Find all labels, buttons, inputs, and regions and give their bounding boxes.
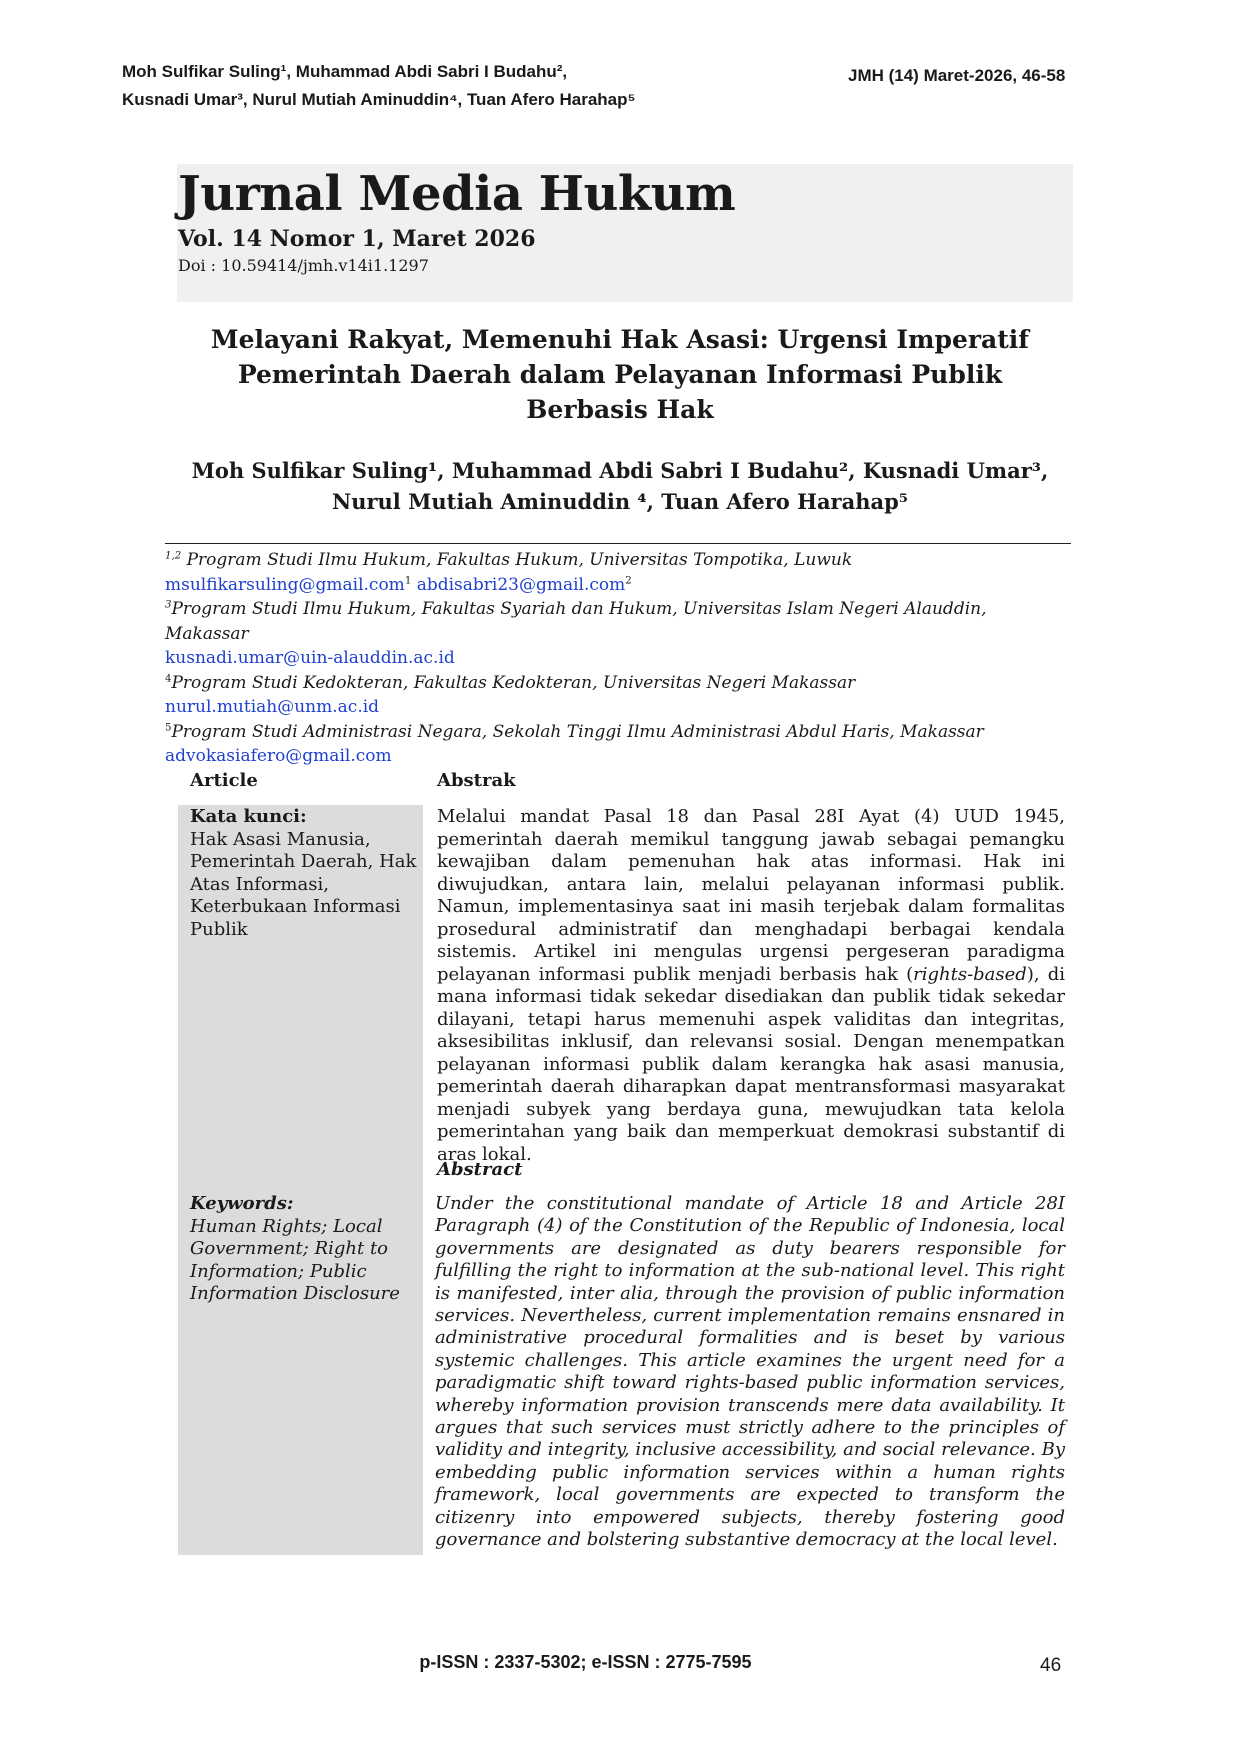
abstrak-body-part1: Melalui mandat Pasal 18 dan Pasal 28I Ayat (4) UUD 1945, pemerintah daerah memikul tanggung jawab sebagai pemangku kewajiban dalam pemenuhan hak atas informasi. Hak ini diwujudkan, antara lain, melalui pelayanan informasi publik. Namun, implementasinya saat ini masih terjebak dalam formalitas prosedural administratif dan menghadapi berbagai kendala sistemis. Artikel ini mengulas urgensi pergeseran paradigma pelayanan informasi publik menjadi berbasis hak ( bbox=[437, 806, 1065, 985]
abstract-body: Under the constitutional mandate of Article 18 and Article 28I Paragraph (4) of the Constitution of the Republic of Indonesia, local governments are designated as duty bearers responsible for fulfilling the right to information at the sub-national level. This right is manifested, inter alia, through the provision of public information services. Nevertheless, current implementation remains ensnared in administrative procedural formalities and is beset by various systemic challenges. This article examines the urgent need for a paradigmatic shift toward rights-based public information services, whereby information provision transcends mere data availability. It argues that such services must strictly adhere to the principles of validity and integrity, inclusive accessibility, and social relevance. By embedding public information services within a human rights framework, local governments are expected to transform the citizenry into empowered subjects, thereby fostering good governance and bolstering substantive democracy at the local level. bbox=[435, 1193, 1065, 1551]
article-authors bbox=[177, 455, 1063, 517]
affiliation-1-2 bbox=[165, 548, 1075, 573]
article-title bbox=[177, 322, 1063, 427]
running-header-authors-line2: Kusnadi Umar³, Nurul Mutiah Aminuddin⁴, Tuan Afero Harahap⁵ bbox=[122, 90, 636, 109]
abstract-heading: Abstract bbox=[437, 1159, 523, 1180]
affiliation-5-marker: 5 bbox=[165, 721, 172, 733]
affiliation-4-text: Program Studi Kedokteran, Fakultas Kedokteran, Universitas Negeri Makassar bbox=[171, 672, 856, 693]
keywords-block bbox=[190, 1193, 418, 1306]
abstrak-body bbox=[437, 806, 1065, 1166]
affiliation-4 bbox=[165, 671, 1075, 696]
email-link-5[interactable]: advokasiafero@gmail.com bbox=[165, 746, 392, 766]
abstrak-body-part2: ), di mana informasi tidak sekedar disediakan dan publik tidak sekedar dilayani, tetapi harus memenuhi aspek validitas dan integritas, aksesibilitas inklusif, dan relevansi sosial. Dengan menempatkan pelayanan informasi publik dalam kerangka hak asasi manusia, pemerintah daerah diharapkan dapat mentransformasi masyarakat menjadi subyek yang berdaya guna, mewujudkan tata kelola pemerintahan yang baik dan memperkuat demokrasi substantif di aras lokal. bbox=[437, 963, 1066, 1165]
kata-kunci-label: Kata kunci: bbox=[190, 806, 307, 827]
affiliation-3 bbox=[165, 597, 1075, 646]
article-authors-line1: Moh Sulfikar Suling¹, Muhammad Abdi Sabri I Budahu², Kusnadi Umar³, bbox=[191, 458, 1049, 483]
running-header-authors bbox=[122, 58, 636, 114]
affiliation-1-2-text: Program Studi Ilmu Hukum, Fakultas Hukum, Universitas Tompotika, Luwuk bbox=[181, 550, 853, 570]
article-title-line3: Berbasis Hak bbox=[526, 395, 714, 424]
affiliation-1-2-marker: 1,2 bbox=[165, 550, 182, 562]
email-link-1[interactable]: msulfikarsuling@gmail.com bbox=[165, 574, 405, 595]
affiliations bbox=[165, 548, 1075, 769]
affiliation-3-text: Program Studi Ilmu Hukum, Fakultas Syariah dan Hukum, Universitas Islam Negeri Alauddin, Makassar bbox=[165, 599, 987, 644]
keywords-list: Human Rights; Local Government; Right to Information; Public Information Disclosure bbox=[190, 1215, 400, 1304]
affiliation-1-2-emails bbox=[165, 573, 1075, 598]
article-authors-line2: Nurul Mutiah Aminuddin ⁴, Tuan Afero Harahap⁵ bbox=[332, 489, 908, 514]
article-title-line2: Pemerintah Daerah dalam Pelayanan Informasi Publik bbox=[237, 360, 1003, 389]
article-label: Article bbox=[190, 770, 258, 791]
email-link-3[interactable]: kusnadi.umar@uin-alauddin.ac.id bbox=[165, 648, 455, 668]
journal-doi: Doi : 10.59414/jmh.v14i1.1297 bbox=[178, 256, 429, 275]
kata-kunci-list: Hak Asasi Manusia, Pemerintah Daerah, Hak Atas Informasi, Keterbukaan Informasi Publik bbox=[190, 828, 417, 940]
footer-issn: p-ISSN : 2337-5302; e-ISSN : 2775-7595 bbox=[419, 1652, 752, 1672]
affiliation-5-text: Program Studi Administrasi Negara, Sekolah Tinggi Ilmu Administrasi Abdul Haris, Makassar bbox=[171, 721, 984, 742]
email-marker-1: 1 bbox=[404, 574, 412, 586]
running-header-authors-line1: Moh Sulfikar Suling¹, Muhammad Abdi Sabri I Budahu², bbox=[122, 62, 568, 81]
article-title-line1: Melayani Rakyat, Memenuhi Hak Asasi: Urgensi Imperatif bbox=[210, 325, 1030, 354]
kata-kunci-block bbox=[190, 806, 418, 941]
affiliation-5 bbox=[165, 720, 1075, 745]
email-link-4[interactable]: nurul.mutiah@unm.ac.id bbox=[165, 697, 380, 717]
email-marker-2: 2 bbox=[625, 574, 632, 586]
affiliation-divider bbox=[165, 543, 1071, 544]
running-header-citation: JMH (14) Maret-2026, 46-58 bbox=[848, 66, 1066, 85]
email-link-2[interactable]: abdisabri23@gmail.com bbox=[416, 574, 626, 595]
affiliation-4-marker: 4 bbox=[165, 672, 172, 684]
page-number: 46 bbox=[1040, 1655, 1062, 1676]
affiliation-3-marker: 3 bbox=[165, 599, 172, 611]
abstrak-body-italic: rights-based bbox=[913, 963, 1027, 985]
journal-volume: Vol. 14 Nomor 1, Maret 2026 bbox=[178, 226, 536, 252]
journal-name: Jurnal Media Hukum bbox=[178, 166, 736, 222]
abstrak-heading: Abstrak bbox=[437, 770, 516, 791]
keywords-label: Keywords: bbox=[190, 1193, 294, 1214]
